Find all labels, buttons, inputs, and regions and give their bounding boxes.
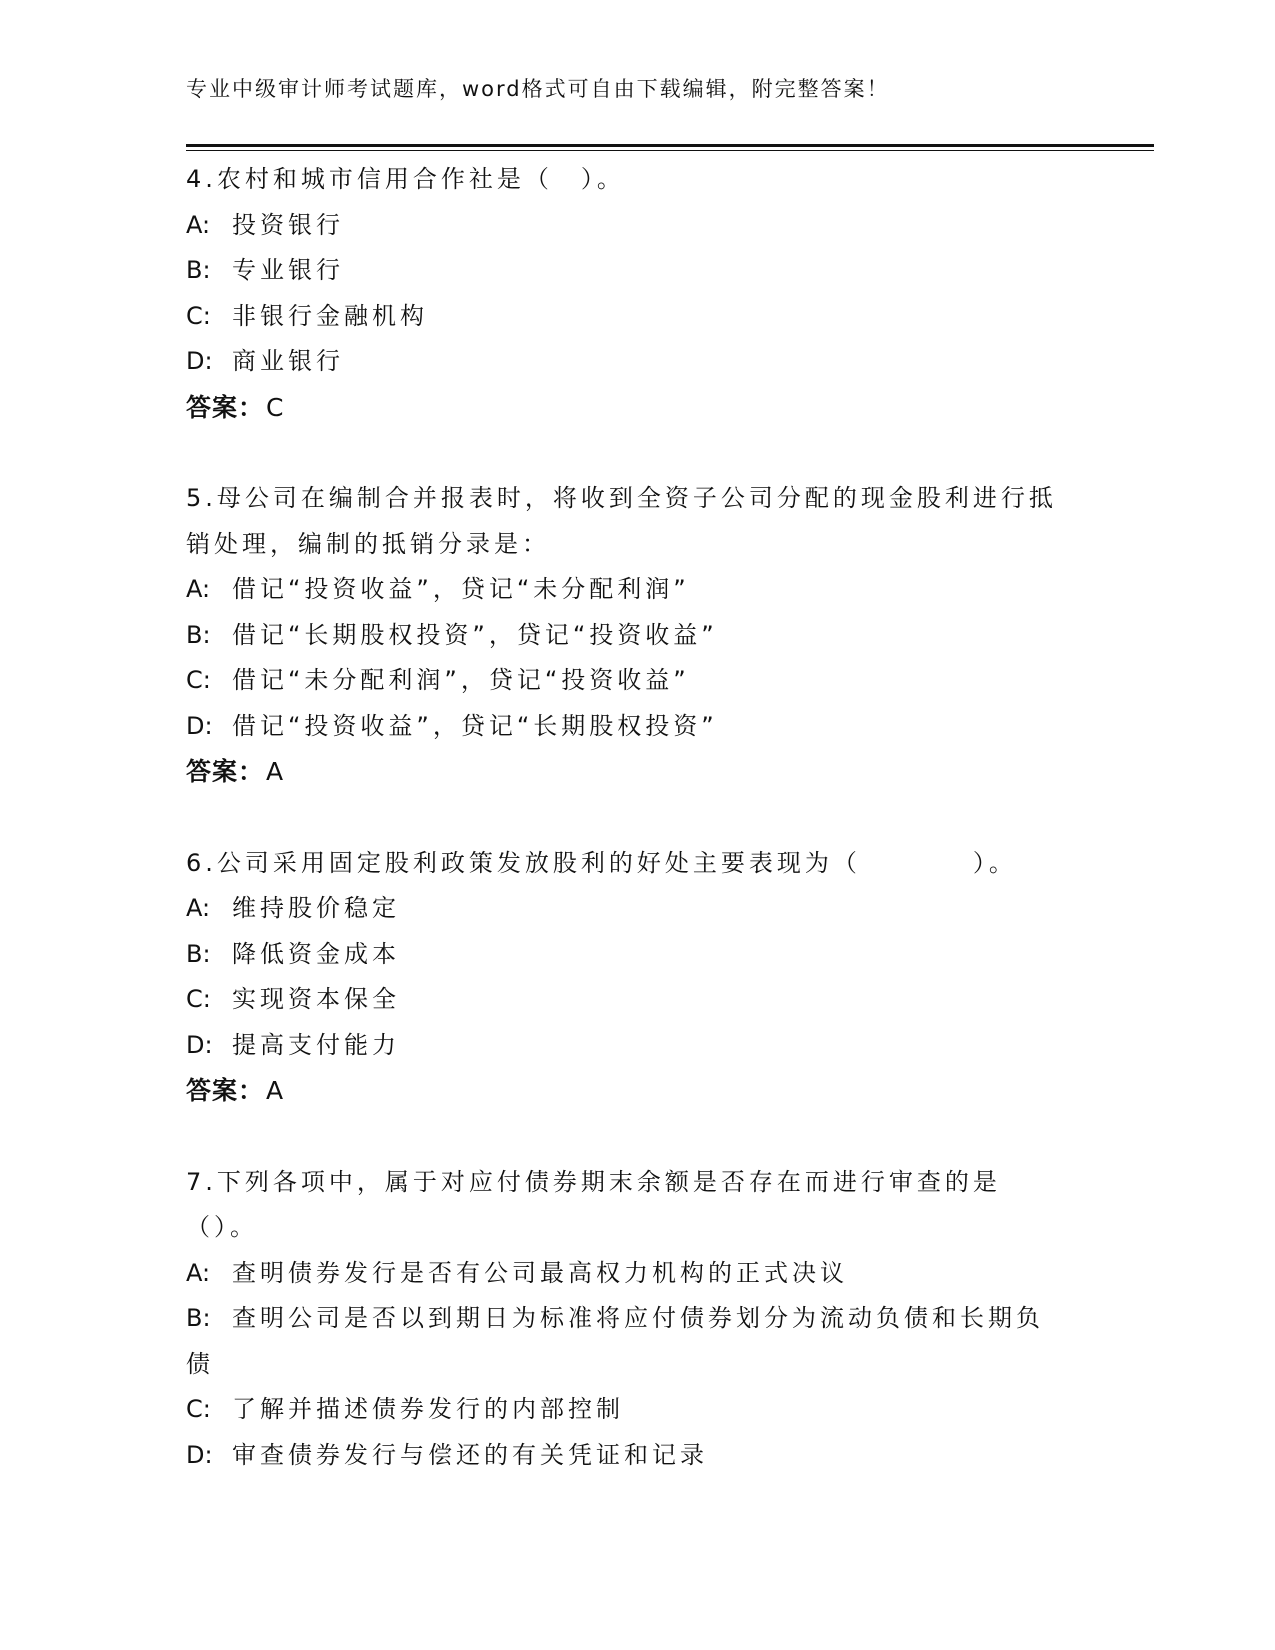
option-b: [186, 932, 1086, 978]
option-text: 非银行金融机构: [232, 301, 428, 330]
answer-line: [186, 385, 1086, 431]
option-label: D:: [186, 347, 213, 375]
option-text: 借记“未分配利润”，贷记“投资收益”: [232, 666, 690, 694]
answer-label: 答案：: [186, 757, 265, 786]
question-stem: 7.下列各项中，属于对应付债券期末余额是否存在而进行审查的是（）。: [186, 1167, 1001, 1241]
option-a: [186, 203, 1086, 249]
question-stem: 5.母公司在编制合并报表时，将收到全资子公司分配的现金股利进行抵销处理，编制的抵销分录是：: [186, 484, 1057, 558]
option-text: 商业银行: [232, 347, 344, 375]
document-header: 专业中级审计师考试题库，word格式可自由下载编辑，附完整答案！: [186, 77, 890, 101]
option-text: 借记“长期股权投资”，贷记“投资收益”: [232, 620, 718, 649]
answer-value: A: [266, 1076, 285, 1105]
option-label: D:: [186, 1440, 213, 1469]
answer-label: 答案：: [186, 392, 265, 422]
option-label: A:: [186, 1258, 211, 1287]
option-label: A:: [186, 894, 211, 922]
option-label: B:: [186, 256, 211, 284]
option-label: A:: [186, 210, 211, 239]
option-label: B:: [186, 1304, 211, 1332]
option-label: B:: [186, 620, 211, 649]
option-c: [186, 294, 1086, 340]
option-c: [186, 1387, 1086, 1433]
option-text: 了解并描述债券发行的内部控制: [232, 1395, 624, 1423]
option-label: C:: [186, 301, 211, 330]
option-b: [186, 613, 1086, 659]
option-c: [186, 977, 1086, 1023]
option-text: 查明债券发行是否有公司最高权力机构的正式决议: [232, 1258, 848, 1287]
answer-value: C: [266, 392, 285, 422]
question-7: [186, 1160, 1086, 1479]
question-stem: 4.农村和城市信用合作社是（ ）。: [186, 165, 625, 193]
option-b: [186, 248, 1086, 294]
option-text: 借记“投资收益”，贷记“未分配利润”: [232, 575, 690, 603]
question-4: [186, 157, 1086, 430]
answer-label: 答案：: [186, 1076, 265, 1105]
option-label: C:: [186, 666, 211, 694]
option-d: [186, 1433, 1086, 1479]
option-text: 降低资金成本: [232, 939, 400, 968]
option-label: A:: [186, 575, 211, 603]
option-text: 维持股价稳定: [232, 894, 400, 922]
answer-value: A: [266, 757, 285, 786]
option-text: 专业银行: [232, 256, 344, 284]
answer-line: [186, 749, 1086, 795]
option-b: [186, 1296, 1066, 1387]
option-label: C:: [186, 985, 211, 1013]
option-a: [186, 1251, 1086, 1297]
question-5: [186, 476, 1086, 795]
option-c: [186, 658, 1086, 704]
option-label: C:: [186, 1395, 211, 1423]
option-text: 投资银行: [232, 210, 344, 239]
option-text: 查明公司是否以到期日为标准将应付债券划分为流动负债和长期负债: [186, 1304, 1044, 1378]
option-label: D:: [186, 711, 213, 740]
option-d: [186, 704, 1086, 750]
option-a: [186, 567, 1086, 613]
option-a: [186, 886, 1086, 932]
question-list: [186, 157, 1086, 1524]
option-text: 审查债券发行与偿还的有关凭证和记录: [232, 1440, 708, 1469]
option-label: B:: [186, 939, 211, 968]
question-stem: 6.公司采用固定股利政策发放股利的好处主要表现为（ ）。: [186, 848, 1017, 877]
option-label: D:: [186, 1030, 213, 1059]
answer-line: [186, 1068, 1086, 1114]
option-d: [186, 339, 1086, 385]
header-rule-thin: [186, 150, 1154, 151]
option-text: 借记“投资收益”，贷记“长期股权投资”: [232, 711, 718, 740]
option-text: 提高支付能力: [232, 1030, 400, 1059]
header-rule-thick: [186, 144, 1154, 147]
question-6: [186, 841, 1086, 1114]
option-text: 实现资本保全: [232, 985, 400, 1013]
option-d: [186, 1023, 1086, 1069]
